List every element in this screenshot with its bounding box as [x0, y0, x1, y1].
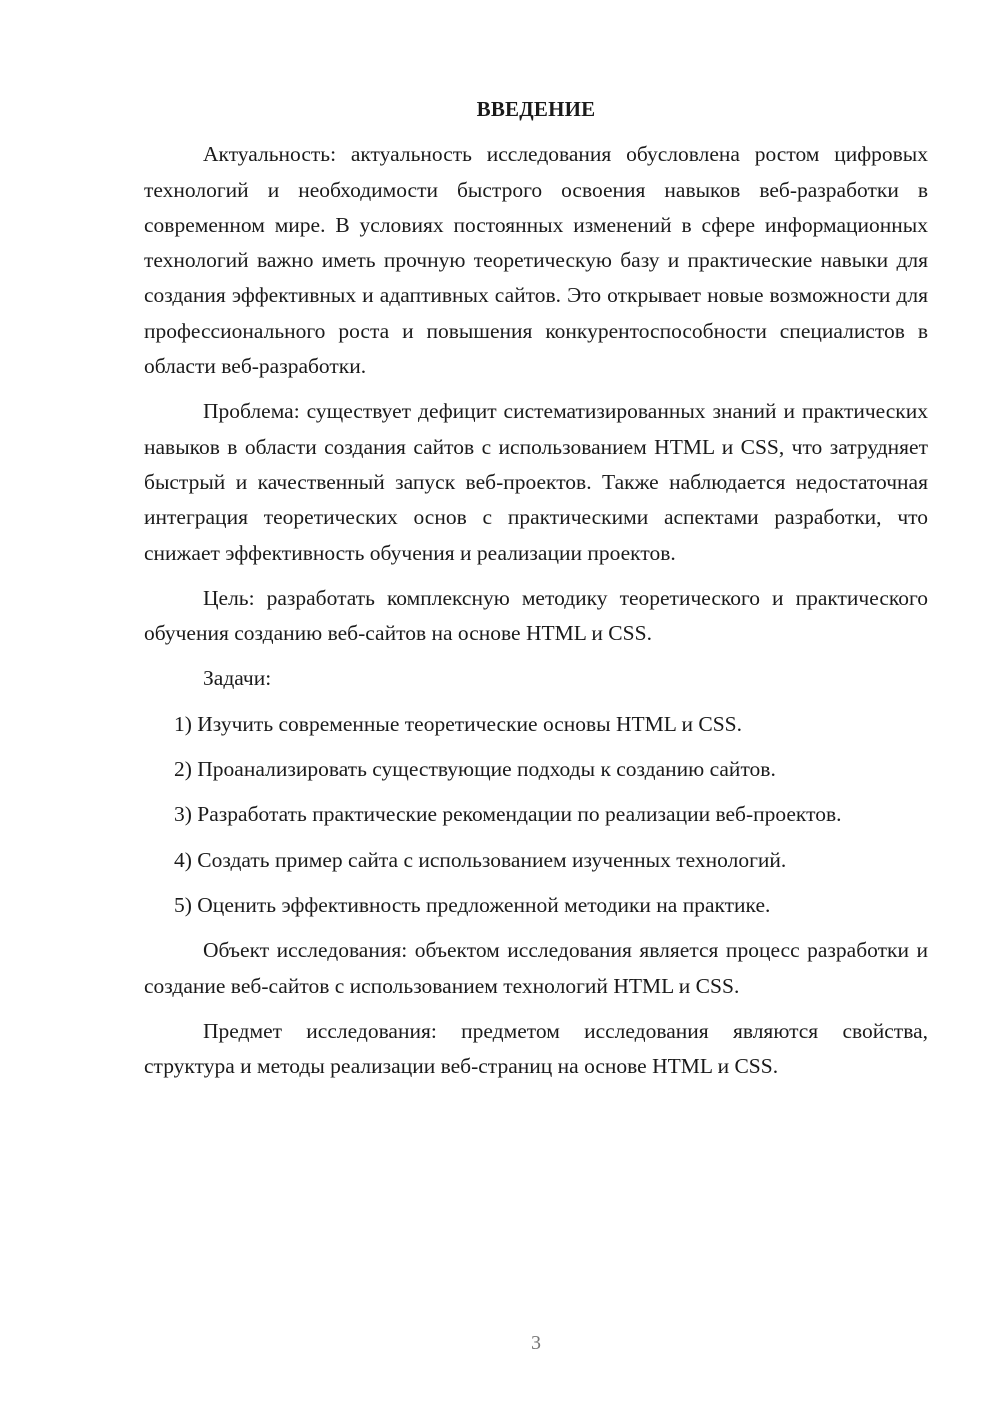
paragraph-goal: Цель: разработать комплексную методику теоретического и практического обучения созданию веб-сайтов на основе HTML и CSS. [144, 585, 928, 646]
document-page [144, 92, 928, 1094]
task-item-3: 3) Разработать практические рекомендации по реализации веб-проектов. [174, 802, 842, 827]
paragraph-subject: Предмет исследования: предметом исследования являются свойства, структура и методы реализации веб-страниц на основе HTML и CSS. [144, 1018, 928, 1079]
tasks-label: Задачи: [203, 666, 272, 691]
task-item-1: 1) Изучить современные теоретические основы HTML и CSS. [174, 711, 742, 736]
page-number: 3 [531, 1332, 541, 1354]
task-item-2: 2) Проанализировать существующие подходы к созданию сайтов. [174, 757, 776, 782]
paragraph-problem: Проблема: существует дефицит систематизированных знаний и практических навыков в области создания сайтов с использованием HTML и CSS, что затрудняет быстрый и качественный запуск веб-проектов. Также наблюдается недостаточная интеграция теоретических основ с практическими аспектами разработки, что снижает эффективность обучения и реализации проектов. [144, 399, 928, 565]
paragraph-relevance: Актуальность: актуальность исследования обусловлена ростом цифровых технологий и необходимости быстрого освоения навыков веб-разработки в современном мире. В условиях постоянных изменений в сфере информационных технологий важно иметь прочную теоретическую базу и практические навыки для создания эффективных и адаптивных сайтов. Это открывает новые возможности для профессионального роста и повышения конкурентоспособности специалистов в области веб-разработки. [144, 142, 928, 379]
task-item-4: 4) Создать пример сайта с использованием изученных технологий. [174, 847, 787, 872]
section-title: ВВЕДЕНИЕ [476, 97, 596, 121]
task-item-5: 5) Оценить эффективность предложенной методики на практике. [174, 892, 771, 917]
paragraph-object: Объект исследования: объектом исследования является процесс разработки и создание веб-сайтов с использованием технологий HTML и CSS. [144, 938, 928, 998]
